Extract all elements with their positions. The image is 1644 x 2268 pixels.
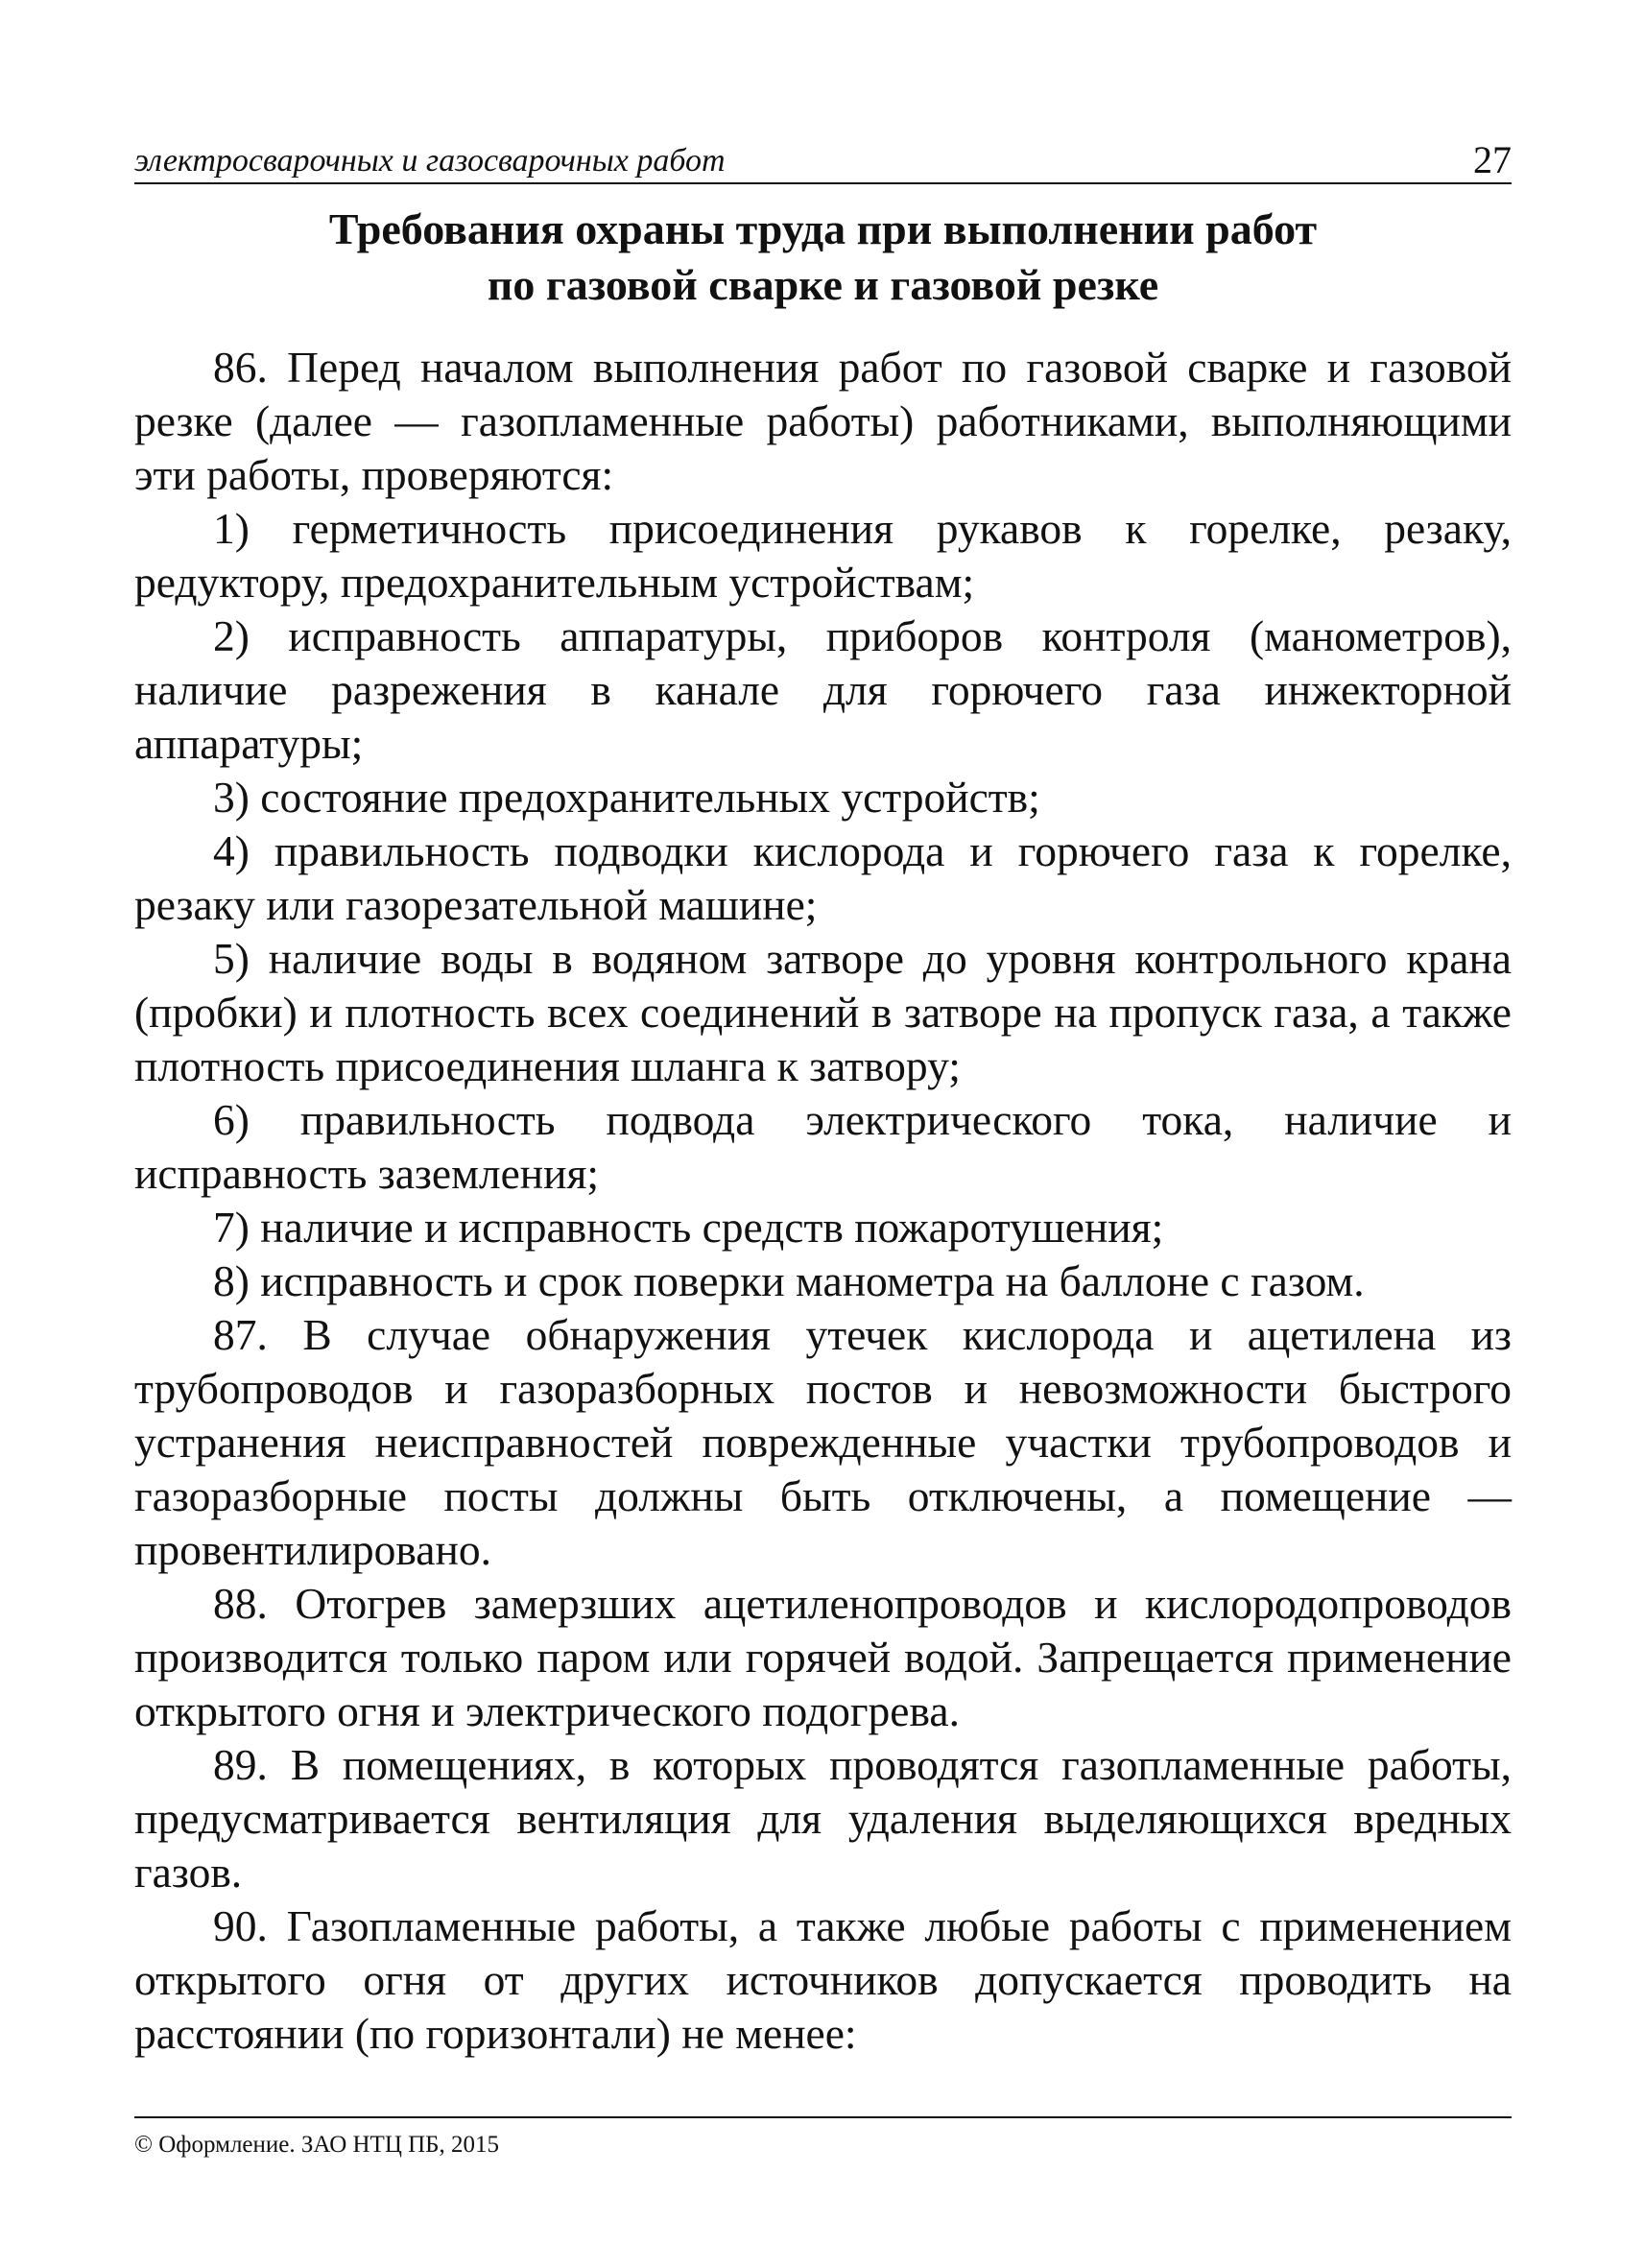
paragraph-87: 87. В случае обнаружения утечек кислорода и ацетилена из трубопроводов и газоразборных постов и невозможности быстрого устранения неисправностей поврежденные участки трубопроводов и газоразборные посты должны быть отключены, а помещение — провентилировано. [134, 1310, 1512, 1574]
page-number: 27 [1473, 138, 1512, 181]
list-item-4: 4) правильность подводки кислорода и горючего газа к горелке, резаку или газорезательной машине; [134, 826, 1512, 929]
copyright-notice: © Оформление. ЗАО НТЦ ПБ, 2015 [134, 2132, 500, 2158]
paragraph-86: 86. Перед началом выполнения работ по газовой сварке и газовой резке (далее — газопламенные работы) работниками, выполняющими эти работы, проверяются: [134, 343, 1512, 499]
list-item-7: 7) наличие и исправность средств пожаротушения; [213, 1203, 1164, 1252]
section-heading [134, 202, 1512, 313]
running-header [134, 134, 1512, 184]
paragraph-90: 90. Газопламенные работы, а также любые работы с применением открытого огня от других источников допускается проводить на расстоянии (по горизонтали) не менее: [134, 1901, 1512, 2058]
list-item-5: 5) наличие воды в водяном затворе до уровня контрольного крана (пробки) и плотность всех соединений в затворе на пропуск газа, а также плотность присоединения шланга к затвору; [134, 934, 1512, 1090]
page-footer [134, 2116, 1512, 2161]
list-item-1: 1) герметичность присоединения рукавов к горелке, резаку, редуктору, предохранительным устройствам; [134, 504, 1512, 607]
paragraph-88: 88. Отогрев замерзших ацетиленопроводов и кислородопроводов производится только паром или горячей водой. Запрещается применение открытого огня и электрического подогрева. [134, 1579, 1512, 1735]
running-title: электросварочных и газосварочных работ [134, 143, 726, 179]
paragraph-89: 89. В помещениях, в которых проводятся газопламенные работы, предусматривается вентиляция для удаления выделяющихся вредных газов. [134, 1740, 1512, 1897]
list-item-6: 6) правильность подвода электрического тока, наличие и исправность заземления; [134, 1095, 1512, 1198]
section-heading-line-1: Требования охраны труда при выполнении работ [328, 204, 1318, 253]
list-item-8: 8) исправность и срок поверки манометра на баллоне с газом. [213, 1256, 1365, 1305]
list-item-3: 3) состояние предохранительных устройств; [213, 773, 1040, 822]
list-item-2: 2) исправность аппаратуры, приборов контроля (манометров), наличие разрежения в канале для горючего газа инжекторной аппаратуры; [134, 611, 1512, 768]
body-text [134, 341, 1512, 2061]
section-heading-line-2: по газовой сварке и газовой резке [487, 260, 1159, 309]
